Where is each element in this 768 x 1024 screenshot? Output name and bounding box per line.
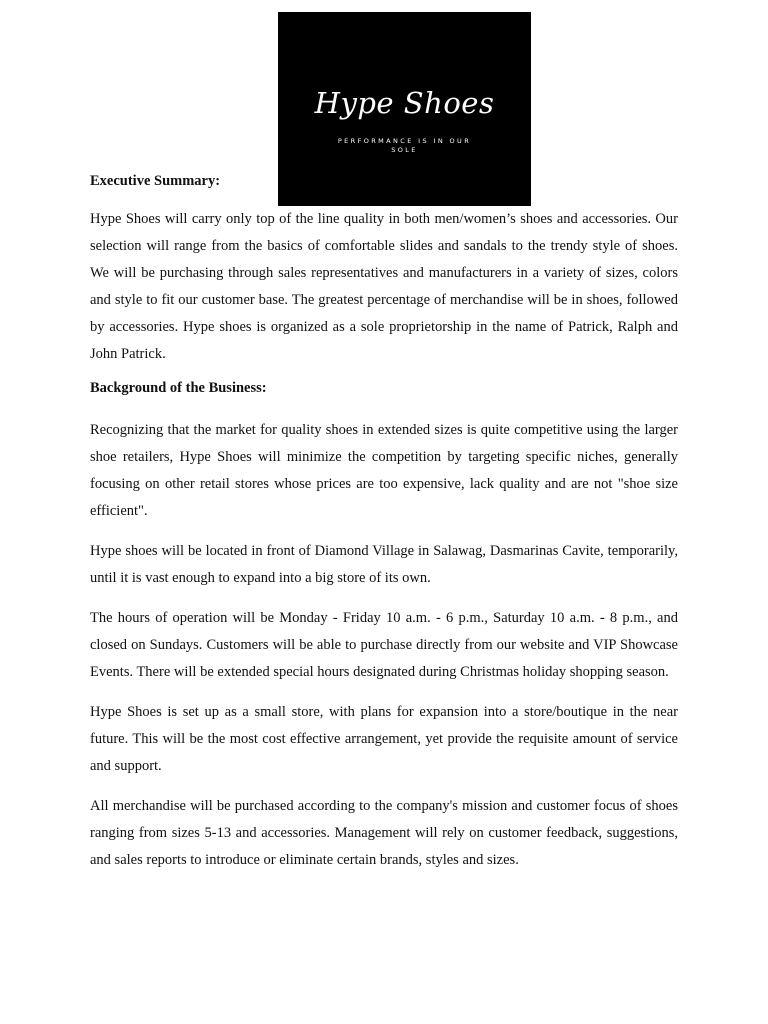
background-paragraph-market: Recognizing that the market for quality shoes in extended sizes is quite competitive using the larger shoe retailers, Hype Shoes will minimize the competition by targeting specific niches, generally focusing on other retail stores whose prices are too expensive, lack quality and are not "shoe size efficient".	[90, 422, 678, 519]
background-paragraph-location: Hype shoes will be located in front of Diamond Village in Salawag, Dasmarinas Cavite, temporarily, until it is vast enough to expand into a big store of its own.	[90, 543, 678, 586]
document-body	[90, 172, 678, 887]
logo-name: Hype Shoes	[314, 86, 495, 120]
logo-tagline: PERFORMANCE IS IN OUR SOLE	[337, 137, 472, 154]
background-paragraph-setup: Hype Shoes is set up as a small store, with plans for expansion into a store/boutique in the near future. This will be the most cost effective arrangement, yet provide the requisite amount of service and support.	[90, 704, 678, 774]
executive-summary-paragraph: Hype Shoes will carry only top of the line quality in both men/women’s shoes and accessories. Our selection will range from the basics of comfortable slides and sandals to the trendy style of shoes. We will be purchasing through sales representatives and manufacturers in a variety of sizes, colors and style to fit our customer base. The greatest percentage of merchandise will be in shoes, followed by accessories. Hype shoes is organized as a sole proprietorship in the name of Patrick, Ralph and John Patrick.	[90, 211, 678, 362]
background-heading: Background of the Business:	[90, 380, 267, 396]
background-paragraph-merchandise: All merchandise will be purchased according to the company's mission and customer focus of shoes ranging from sizes 5-13 and accessories. Management will rely on customer feedback, suggestions, and sales reports to introduce or eliminate certain brands, styles and sizes.	[90, 798, 678, 868]
background-paragraph-hours: The hours of operation will be Monday - Friday 10 a.m. - 6 p.m., Saturday 10 a.m. - 8 p.m., and closed on Sundays. Customers will be able to purchase directly from our website and VIP Showcase Events. There will be extended special hours designated during Christmas holiday shopping season.	[90, 610, 678, 680]
executive-summary-heading: Executive Summary:	[90, 173, 221, 189]
